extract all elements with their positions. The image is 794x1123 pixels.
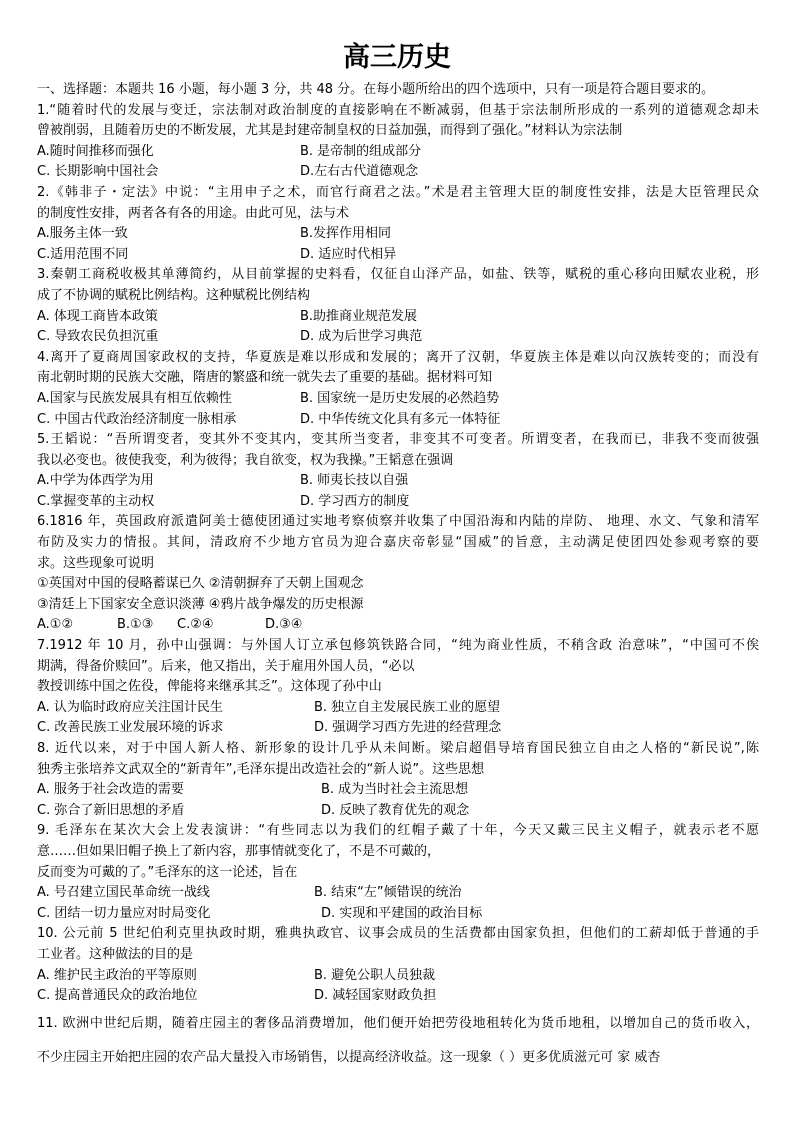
question-9-stem: 意……但如果旧帽子换上了新内容，那事情就变化了，不是不可戴的， bbox=[37, 843, 441, 859]
option-d[interactable]: D. 强调学习西方先进的经营理念 bbox=[314, 720, 502, 736]
question-7-stem: 教授训练中国之佐役，俾能将来继承其乏”。这体现了孙中山 bbox=[37, 679, 382, 695]
question-3-stem: 成了不协调的赋税比例结构。这种赋税比例结构 bbox=[37, 287, 311, 303]
question-9-options bbox=[37, 883, 759, 904]
question-8-stem: 8. 近代以来，对于中国人新人格、新形象的设计几乎从未间断。梁启超倡导培育国民独立自由之人格的“新民说”,陈 bbox=[37, 741, 759, 756]
page-title: 高三历史 bbox=[343, 42, 451, 73]
option-b[interactable]: B. 结束“左”倾错误的统治 bbox=[314, 885, 462, 901]
question-1-stem: 曾被削弱，且随着历史的不断发展，尤其是封建帝制皇权的日益加强，而得到了强化。”材料认为宗法制 bbox=[37, 123, 623, 139]
option-a[interactable]: A.①② bbox=[37, 617, 74, 633]
option-d[interactable]: D. 学习西方的制度 bbox=[300, 493, 410, 509]
question-11-stem: 不少庄园主开始把庄园的农产品大量投入市场销售，以提高经济收益。这一现象（ ）更多优质滋元可 家 威杏 bbox=[37, 1049, 661, 1065]
question-4-stem: 南北朝时期的民族大交融，隋唐的繁盛和统一就失去了重要的基础。据材料可知 bbox=[37, 370, 493, 386]
question-7-options bbox=[37, 718, 759, 739]
option-b[interactable]: B. 避免公职人员独裁 bbox=[314, 967, 436, 983]
option-b[interactable]: B. 独立自主发展民族工业的愿望 bbox=[314, 699, 501, 715]
option-c[interactable]: C. 团结一切力量应对时局变化 bbox=[37, 905, 211, 921]
question-list bbox=[37, 80, 759, 1075]
question-1-options bbox=[37, 162, 759, 183]
option-b[interactable]: B.发挥作用相同 bbox=[300, 226, 392, 242]
question-2-stem: 的制度性安排，两者各有各的用途。由此可见，法与术 bbox=[37, 205, 350, 221]
question-8-stem: 独秀主张培养文武双全的“新青年”,毛泽东提出改造社会的“新人说”。这些思想 bbox=[37, 761, 485, 777]
option-b[interactable]: B. 是帝制的组成部分 bbox=[300, 143, 422, 159]
option-b[interactable]: B.①③ bbox=[117, 617, 154, 633]
option-a[interactable]: A.随时间推移而强化 bbox=[37, 143, 154, 159]
option-c[interactable]: C. 提高普通民众的政治地位 bbox=[37, 988, 198, 1004]
option-b[interactable]: B.助推商业规范发展 bbox=[300, 308, 418, 324]
question-3-options bbox=[37, 307, 759, 328]
question-7-options bbox=[37, 698, 759, 719]
option-c[interactable]: C.掌握变革的主动权 bbox=[37, 493, 155, 509]
option-a[interactable]: A. 体现工商皆本政策 bbox=[37, 308, 158, 324]
question-10-stem: 工业者。这种做法的目的是 bbox=[37, 946, 194, 962]
question-6-stem: 布防及实力的情报。其间，清政府不少地方官员为迎合嘉庆帝彰显“国威”的旨意，主动满足使团四处参观考察的要 bbox=[37, 535, 759, 551]
question-2-options bbox=[37, 224, 759, 245]
question-2-stem: 2.《韩非子・定法》中说：“主用申子之术，而官行商君之法。”术是君主管理大臣的制度性安排，法是大臣管理民众 bbox=[37, 184, 759, 200]
option-c[interactable]: C.②④ bbox=[177, 617, 214, 633]
question-5-options bbox=[37, 492, 759, 513]
question-1-stem: 1.“随着时代的发展与变迁，宗法制对政治制度的直接影响在不断减弱，但基于宗法制所形成的一系列的道德观念却未 bbox=[37, 102, 759, 118]
option-a[interactable]: A. 服务于社会改造的需要 bbox=[37, 782, 184, 798]
question-7-stem: 7.1912 年 10 月，孙中山强调：与外国人订立承包修筑铁路合同，“纯为商业性质，不稍含政 治意味”，“中国可不俟 bbox=[37, 638, 759, 654]
question-9-stem: 9. 毛泽东在某次大会上发表演讲：“有些同志以为我们的红帽子戴了十年，今天又戴三民主义帽子，就表示老不愿 bbox=[37, 823, 759, 839]
question-6-stem: 求。这些现象可说明 bbox=[37, 555, 155, 571]
option-a[interactable]: A. 认为临时政府应关注国计民生 bbox=[37, 699, 223, 715]
question-6-subitems: ①英国对中国的侵略蓄谋已久 ②清朝摒弃了天朝上国观念 bbox=[37, 576, 364, 592]
option-c[interactable]: C. 导致农民负担沉重 bbox=[37, 329, 159, 345]
question-8-options bbox=[37, 801, 759, 822]
option-b[interactable]: B. 师夷长技以自强 bbox=[300, 473, 409, 489]
question-1-options bbox=[37, 142, 759, 163]
option-d[interactable]: D. 实现和平建国的政治目标 bbox=[321, 905, 483, 921]
question-8-options bbox=[37, 780, 759, 801]
option-c[interactable]: C. 弥合了新旧思想的矛盾 bbox=[37, 802, 185, 818]
question-10-options bbox=[37, 966, 759, 987]
question-5-options bbox=[37, 471, 759, 492]
option-d[interactable]: D. 成为后世学习典范 bbox=[300, 329, 423, 345]
question-9-options bbox=[37, 904, 759, 925]
question-9-stem: 反而变为可戴的了。”毛泽东的这一论述，旨在 bbox=[37, 864, 298, 880]
option-c[interactable]: C.适用范围不同 bbox=[37, 246, 129, 262]
option-b[interactable]: B. 成为当时社会主流思想 bbox=[321, 782, 469, 798]
option-b[interactable]: B. 国家统一是历史发展的必然趋势 bbox=[300, 390, 500, 406]
option-c[interactable]: C. 长期影响中国社会 bbox=[37, 164, 159, 180]
option-a[interactable]: A.国家与民族发展具有相互依赖性 bbox=[37, 390, 232, 406]
section-heading: 一、选择题：本题共 16 小题，每小题 3 分，共 48 分。在每小题所给出的四个选项中，只有一项是符合题目要求的。 bbox=[37, 82, 715, 97]
question-4-options bbox=[37, 410, 759, 431]
option-a[interactable]: A.中学为体西学为用 bbox=[37, 473, 154, 489]
question-3-options bbox=[37, 327, 759, 348]
option-a[interactable]: A. 维护民主政治的平等原则 bbox=[37, 967, 197, 983]
option-c[interactable]: C. 改善民族工业发展环境的诉求 bbox=[37, 720, 224, 736]
question-4-stem: 4.离开了夏商周国家政权的支持，华夏族是难以形成和发展的；离开了汉朝，华夏族主体是难以向汉族转变的；而没有 bbox=[37, 349, 759, 365]
question-4-options bbox=[37, 389, 759, 410]
question-10-options bbox=[37, 986, 759, 1007]
question-6-subitems: ③清廷上下国家安全意识淡薄 ④鸦片战争爆发的历史根源 bbox=[37, 596, 364, 612]
question-10-stem: 10. 公元前 5 世纪伯利克里执政时期，雅典执政官、议事会成员的生活费都由国家负担，但他们的工薪却低于普通的手 bbox=[37, 926, 759, 942]
question-6-options bbox=[37, 615, 759, 636]
option-a[interactable]: A.服务主体一致 bbox=[37, 226, 128, 242]
option-d[interactable]: D. 反映了教育优先的观念 bbox=[321, 802, 470, 818]
question-11-stem: 11. 欧洲中世纪后期，随着庄园主的奢侈品消费增加，他们便开始把劳役地租转化为货币地租，以增加自己的货币收入， bbox=[37, 1015, 759, 1031]
option-d[interactable]: D.左右古代道德观念 bbox=[300, 164, 419, 180]
question-7-stem: 期满，得备价赎回”。后来，他又指出，关于雇用外国人员，“必以 bbox=[37, 658, 415, 674]
option-d[interactable]: D. 减轻国家财政负担 bbox=[314, 988, 437, 1004]
question-2-options bbox=[37, 245, 759, 266]
question-6-stem: 6.1816 年，英国政府派遣阿美士德使团通过实地考察侦察并收集了中国沿海和内陆的岸防、 地理、水文、气象和清军 bbox=[37, 514, 759, 530]
option-d[interactable]: D.③④ bbox=[265, 617, 303, 633]
option-c[interactable]: C. 中国古代政治经济制度一脉相承 bbox=[37, 411, 237, 427]
question-3-stem: 3.秦朝工商税收极其单薄简约，从目前掌握的史料看，仅征自山泽产品，如盐、铁等，赋税的重心移向田赋农业税，形 bbox=[37, 267, 759, 283]
question-5-stem: 5.王韬说：“吾所谓变者，变其外不变其内，变其所当变者，非变其不可变者。所谓变者，在我而已，非我不变而彼强 bbox=[37, 432, 759, 448]
option-d[interactable]: D. 中华传统文化具有多元一体特征 bbox=[300, 411, 501, 427]
question-5-stem: 我以必变也。彼使我变，利为彼得；我自欲变，权为我操。”王韬意在强调 bbox=[37, 452, 454, 468]
option-d[interactable]: D. 适应时代相异 bbox=[300, 246, 397, 262]
option-a[interactable]: A. 号召建立国民革命统一战线 bbox=[37, 885, 210, 901]
